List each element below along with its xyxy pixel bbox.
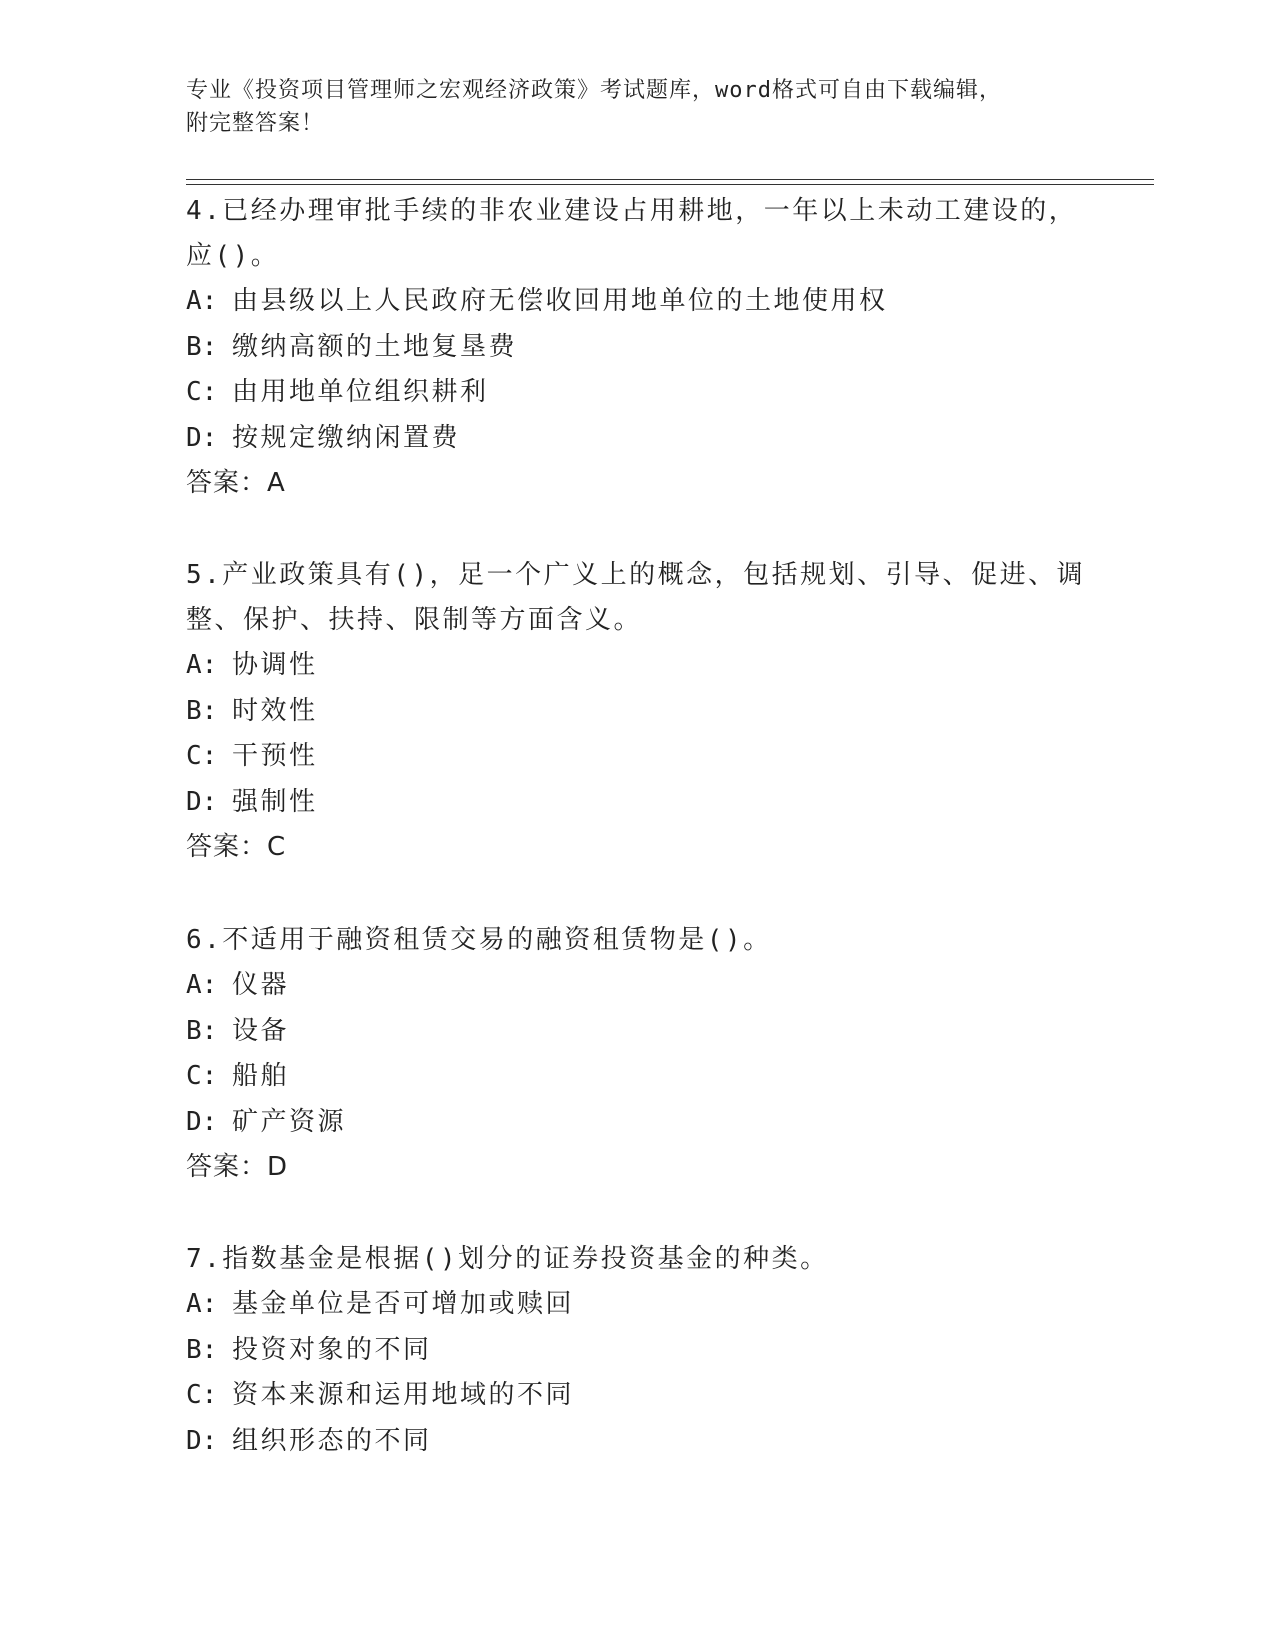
header-line-2: 附完整答案！ [186, 111, 325, 136]
option-text: 组织形态的不同 [232, 1425, 432, 1456]
option-c [186, 1373, 1086, 1419]
option-letter: A: [186, 650, 218, 680]
option-letter: D: [186, 786, 218, 817]
option-text: 设备 [232, 1015, 290, 1046]
option-letter: A: [186, 286, 218, 316]
header-divider-top [186, 179, 1154, 180]
question-4 [186, 189, 1086, 506]
option-text: 基金单位是否可增加或赎回 [232, 1289, 575, 1319]
option-letter: D: [186, 1425, 218, 1456]
option-text: 投资对象的不同 [232, 1334, 432, 1365]
header-divider-bottom [186, 184, 1154, 185]
option-letter: B: [186, 1334, 218, 1365]
option-text: 由用地单位组织耕利 [232, 377, 489, 407]
option-text: 仪器 [232, 970, 290, 1000]
option-text: 按规定缴纳闲置费 [232, 422, 461, 453]
option-letter: D: [186, 1106, 218, 1137]
option-text: 矿产资源 [232, 1106, 347, 1137]
answer-label: 答案：C [186, 832, 287, 862]
option-text: 时效性 [232, 695, 318, 726]
option-d [186, 780, 1086, 826]
option-text: 资本来源和运用地域的不同 [232, 1380, 575, 1410]
option-text: 协调性 [232, 650, 318, 680]
option-text: 强制性 [232, 786, 318, 817]
option-b [186, 1009, 1086, 1055]
option-c [186, 1054, 1086, 1100]
option-letter: C: [186, 377, 218, 407]
option-letter: D: [186, 422, 218, 453]
option-letter: C: [186, 1061, 218, 1091]
option-d [186, 1100, 1086, 1146]
option-letter: B: [186, 695, 218, 726]
answer-label: 答案：D [186, 1152, 289, 1182]
question-stem: 6.不适用于融资租赁交易的融资租赁物是()。 [186, 925, 772, 955]
option-b [186, 325, 1086, 371]
option-a [186, 1282, 1086, 1328]
option-letter: B: [186, 1015, 218, 1046]
option-a [186, 963, 1086, 1009]
option-c [186, 370, 1086, 416]
option-d [186, 416, 1086, 462]
option-b [186, 1328, 1086, 1374]
document-header [186, 74, 1086, 140]
option-letter: A: [186, 1289, 218, 1319]
question-stem: 7.指数基金是根据()划分的证券投资基金的种类。 [186, 1244, 829, 1274]
option-text: 缴纳高额的土地复垦费 [232, 331, 518, 362]
option-letter: B: [186, 331, 218, 362]
option-letter: C: [186, 1380, 218, 1410]
option-letter: C: [186, 741, 218, 771]
option-letter: A: [186, 970, 218, 1000]
header-line-1: 专业《投资项目管理师之宏观经济政策》考试题库，word格式可自由下载编辑， [186, 78, 1002, 103]
question-stem: 5.产业政策具有()，足一个广义上的概念，包括规划、引导、促进、调整、保护、扶持、限制等方面含义。 [186, 560, 1086, 635]
question-6 [186, 918, 1086, 1190]
option-b [186, 689, 1086, 735]
option-text: 由县级以上人民政府无偿收回用地单位的土地使用权 [232, 286, 888, 316]
option-c [186, 734, 1086, 780]
option-a [186, 279, 1086, 325]
question-stem: 4.已经办理审批手续的非农业建设占用耕地，一年以上未动工建设的，应()。 [186, 196, 1078, 271]
answer-label: 答案：A [186, 468, 286, 498]
question-7 [186, 1237, 1086, 1464]
question-5 [186, 553, 1086, 870]
option-text: 干预性 [232, 741, 318, 771]
option-d [186, 1419, 1086, 1465]
option-a [186, 643, 1086, 689]
option-text: 船舶 [232, 1061, 290, 1091]
